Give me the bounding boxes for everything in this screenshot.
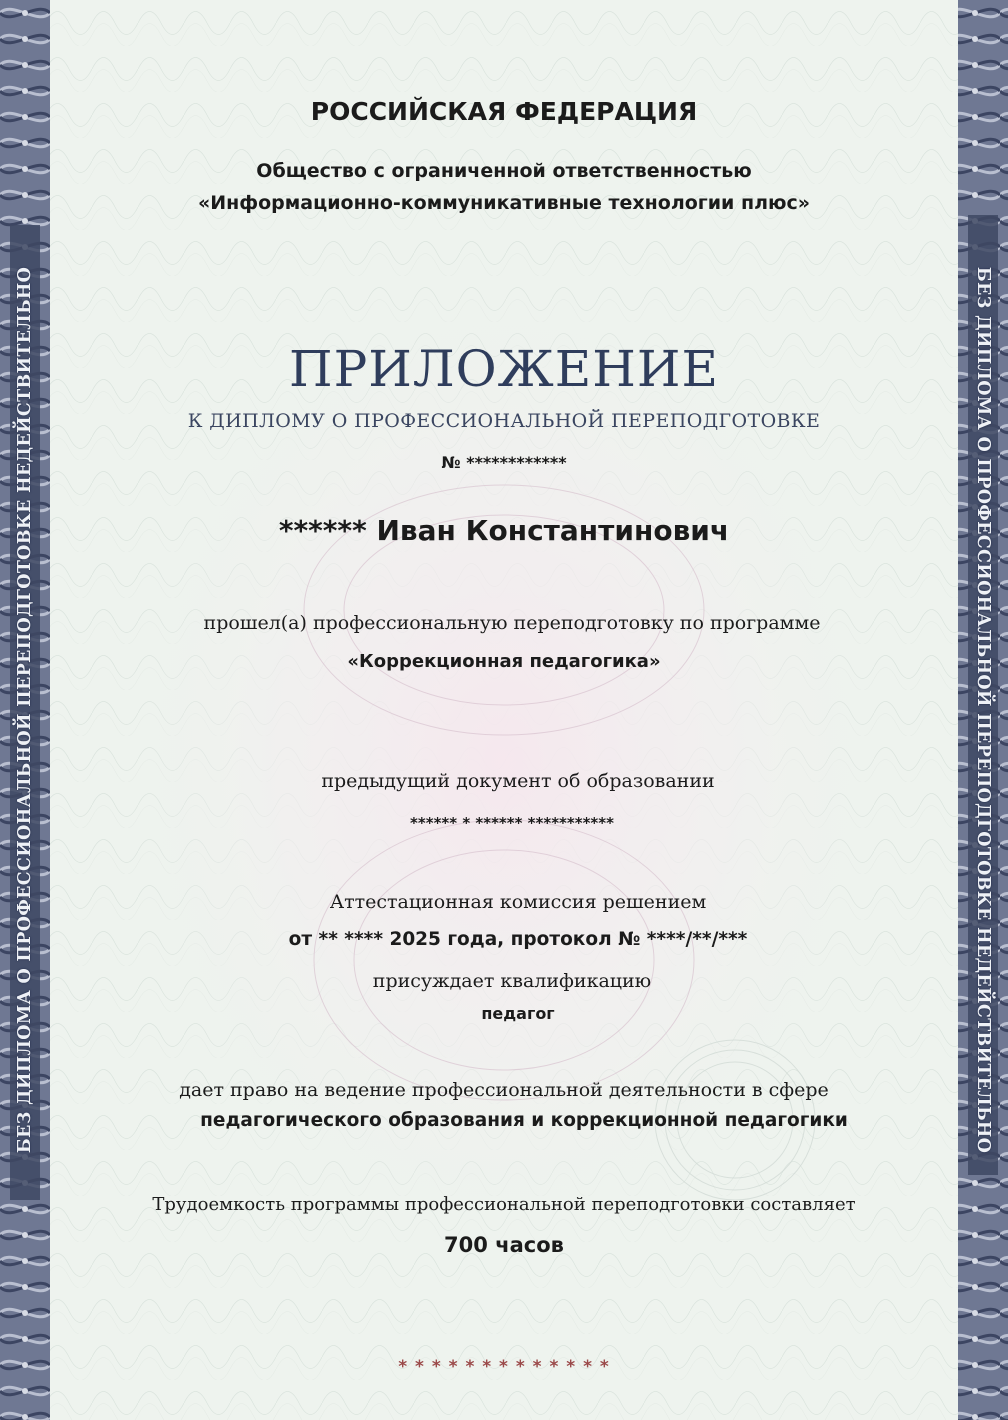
left-border-text: БЕЗ ДИПЛОМА О ПРОФЕССИОНАЛЬНОЙ ПЕРЕПОДГОТОВКЕ НЕДЕЙСТВИТЕЛЬНО xyxy=(15,266,35,1154)
qualification-value: педагог xyxy=(481,1004,555,1023)
right-border-text: БЕЗ ДИПЛОМА О ПРОФЕССИОНАЛЬНОЙ ПЕРЕПОДГОТОВКЕ НЕДЕЙСТВИТЕЛЬНО xyxy=(973,266,993,1154)
commission-line: Аттестационная комиссия решением xyxy=(329,891,707,913)
country-heading: РОССИЙСКАЯ ФЕДЕРАЦИЯ xyxy=(310,97,698,126)
rights-area: педагогического образования и коррекционной педагогики xyxy=(200,1110,848,1131)
organization-line-1: Общество с ограниченной ответственностью xyxy=(256,160,752,182)
hours-value: 700 часов xyxy=(444,1233,564,1257)
document-number: № ************ xyxy=(441,453,567,472)
rights-line: дает право на ведение профессиональной деятельности в сфере xyxy=(179,1079,829,1101)
footer-stars: * * * * * * * * * * * * * xyxy=(398,1357,610,1377)
program-name: «Коррекционная педагогика» xyxy=(347,651,661,672)
previous-document-label: предыдущий документ об образовании xyxy=(321,770,715,792)
holder-name: ****** Иван Константинович xyxy=(278,514,730,547)
hours-line: Трудоемкость программы профессиональной переподготовки составляет xyxy=(152,1194,856,1215)
organization-line-2: «Информационно-коммуникативные технологии плюс» xyxy=(197,192,811,214)
commission-decision: от ** **** 2025 года, протокол № ****/**/*** xyxy=(288,929,748,950)
previous-document-value: ****** * ****** *********** xyxy=(410,814,614,832)
qualification-label: присуждает квалификацию xyxy=(372,970,652,992)
program-intro: прошел(а) профессиональную переподготовку по программе xyxy=(203,612,821,634)
document-subtitle: К ДИПЛОМУ О ПРОФЕССИОНАЛЬНОЙ ПЕРЕПОДГОТОВКЕ xyxy=(187,410,821,432)
document-title: ПРИЛОЖЕНИЕ xyxy=(289,340,719,398)
